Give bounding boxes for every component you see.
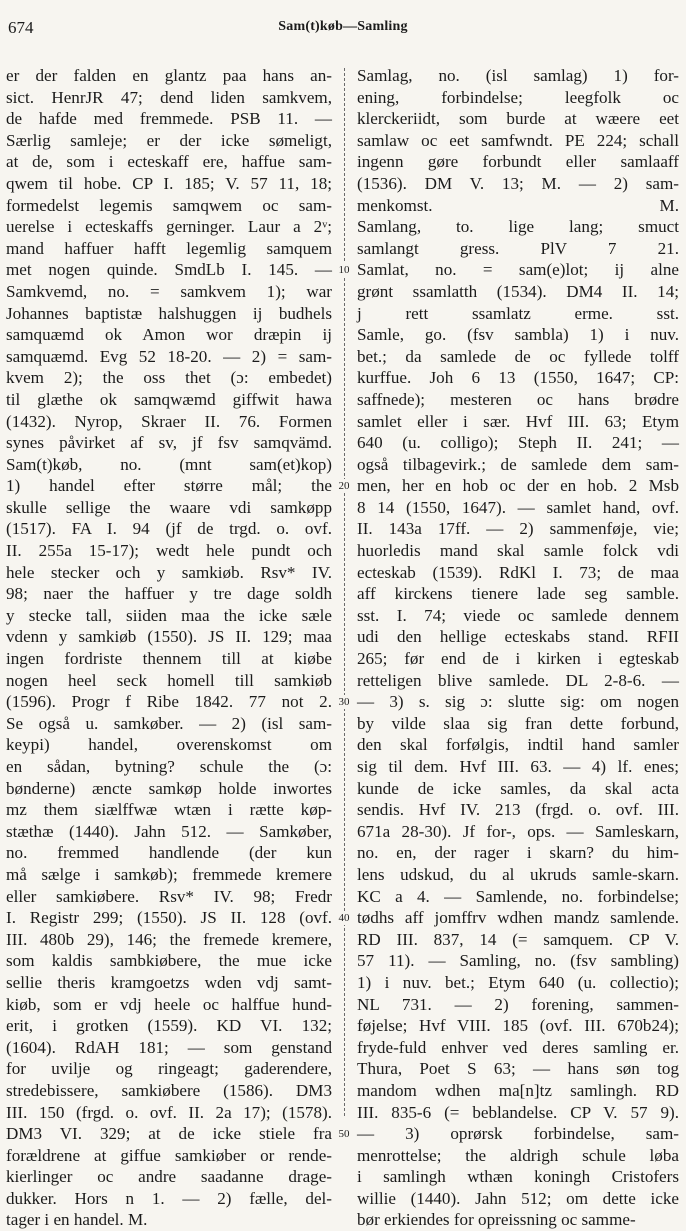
text-line: sict. HenrJR 47; dend liden samkvem, [6, 87, 332, 107]
running-head: Sam(t)køb—Samling [278, 19, 408, 34]
text-line: 8 14 (1550, 1647). — samlet hand, ovf. [357, 497, 679, 517]
text-line: bet.; da samlede de oc fyllede tolff [357, 346, 679, 366]
text-line: bør erkiendes for opreissning oc samme- [357, 1210, 636, 1230]
text-line: Thura, Poet S 63; — hans søn tog [357, 1059, 679, 1079]
text-line: (1536). DM V. 13; M. — 2) sam- [357, 173, 679, 193]
text-line: III. 480b 29), 146; the fremede kremere, [6, 929, 332, 949]
text-line: mandom wdhen ma[n]tz samlingh. RD [357, 1080, 679, 1100]
text-line: mand haffuer hafft legemlig samquem [6, 238, 332, 258]
text-line: erit, i grotken (1559). KD VI. 132; [6, 1016, 332, 1036]
text-line: no. fremmed handlende (der kun [6, 843, 332, 863]
text-line: — 3) s. sig ɔ: slutte sig: om nogen [357, 692, 679, 712]
text-line: II. 255a 15-17); wedt hele pundt och [6, 541, 332, 561]
text-line: keypi) handel, overenskomst om [6, 735, 332, 755]
text-line: forældrene at giffue samkiøber or rende- [6, 1145, 332, 1165]
text-line: også tilbagevirk.; de samlede dem sam- [357, 454, 679, 474]
text-line: samlaw oc eet samfwndt. PE 224; schall [357, 130, 679, 150]
text-line: føjelse; Hvf VIII. 185 (ovf. III. 670b24); [357, 1016, 679, 1036]
text-line: en sådan, bytning? schule the (ɔ: [6, 757, 332, 776]
text-line: kiøb, som er vdj heele oc halffue hund- [6, 994, 332, 1014]
left-column [6, 65, 332, 1230]
text-line: j rett ssamlatz erme. sst. [357, 303, 679, 323]
text-line: ingen fordriste thennem till at kiøbe [6, 649, 332, 669]
text-line: menkomst. M. [357, 195, 679, 215]
text-line: I. Registr 299; (1550). JS II. 128 (ovf. [6, 908, 332, 928]
text-line: nogen heel seck homell till samkiøb [6, 670, 332, 690]
text-line: III. 150 (frgd. o. ovf. II. 2a 17); (1578). [6, 1102, 332, 1122]
text-line: i samlingh wthæn koningh Cristofers [357, 1167, 679, 1187]
text-line: mz them siælffwæ wtæn i rætte køp- [6, 800, 332, 820]
text-line: y stecke tall, siiden maa the icke sæle [6, 605, 332, 625]
text-line: de hafde med fremmede. PSB 11. — [6, 109, 332, 129]
text-line: den skal forfølgis, indtil hand samler [357, 735, 679, 755]
text-line: som kaldis sambkiøbere, the mue icke [6, 951, 332, 971]
margin-line-number: 50 [332, 1127, 356, 1141]
text-line: DM3 VI. 329; at de icke stiele fra [6, 1124, 332, 1144]
text-line: (1604). RdAH 181; — som genstand [6, 1037, 332, 1057]
text-line: Samkvemd, no. = samkvem 1); war [6, 281, 332, 301]
text-line: fryde-fuld enhver ved deres samling er. [357, 1037, 679, 1057]
text-line: 1) i nuv. bet.; Etym 640 (u. collectio); [357, 972, 679, 992]
text-line: Johannes baptistæ halshuggen ij budhels [6, 303, 332, 323]
text-line: grønt ssamlatth (1534). DM4 II. 14; [357, 281, 679, 301]
text-line: kierlinger oc andre saadanne drage- [6, 1167, 332, 1187]
text-line: NL 731. — 2) forening, sammen- [357, 994, 679, 1014]
text-line: (1432). Nyrop, Skraer II. 76. Formen [6, 411, 332, 431]
text-line: no. en, der rager i skarn? du him- [357, 843, 679, 863]
text-line: samquæmd ok Amon wor dræpin ij [6, 325, 332, 345]
text-line: stredebissere, samkiøbere (1586). DM3 [6, 1080, 332, 1100]
text-line: sig til dem. Hvf III. 63. — 4) lf. enes; [357, 757, 679, 776]
text-line: samlangt gress. PlV 7 21. [357, 238, 679, 258]
text-line: sellie theris kramgoetzs wden vdj samt- [6, 972, 332, 992]
margin-line-number: 30 [332, 695, 356, 709]
text-line: er der falden en glantz paa hans an- [6, 66, 332, 85]
text-line: uerelse i ecteskaffs gerninger. Laur a 2ᵛ; [6, 217, 332, 237]
text-line: Samlat, no. = sam(e)lot; ij alne [357, 260, 679, 280]
text-line: dukker. Hors n 1. — 2) fælle, del- [6, 1188, 332, 1208]
text-line: Samlang, to. lige lang; smuct [357, 217, 679, 237]
text-line: klerckeriidt, som burde at wæere eet [357, 109, 679, 129]
text-line: at de, som i ecteskaff ere, haffue sam- [6, 152, 332, 172]
text-line: willie (1440). Jahn 512; om dette icke [357, 1188, 679, 1208]
text-line: II. 143a 17ff. — 2) sammenføje, vie; [357, 519, 679, 539]
text-line: saffnede); mesteren oc hans brødre [357, 389, 679, 409]
text-line: eller samkiøbere. Rsv* IV. 98; Fredr [6, 886, 332, 906]
right-column [357, 65, 679, 1230]
text-line: KC a 4. — Samlende, no. forbindelse; [357, 886, 679, 906]
page-number: 674 [8, 18, 34, 37]
text-line: til glæthe ok samqwæmd giffwit hawa [6, 389, 332, 409]
text-line: (1596). Progr f Ribe 1842. 77 not 2. [6, 692, 332, 712]
text-line: menrottelse; the aldrigh schule løba [357, 1145, 679, 1165]
text-line: 265; før end de i kirken i egteskab [357, 649, 679, 669]
text-line: formedelst legemis samqwem oc sam- [6, 195, 332, 215]
text-line: men, her en hob oc der en hob. 2 Msb [357, 476, 679, 496]
text-line: 57 11). — Samling, no. (fsv sambling) [357, 951, 679, 971]
text-line: RD III. 837, 14 (= samquem. CP V. [357, 929, 679, 949]
text-line: må sælge i samkøb); fremmede kremere [6, 864, 332, 884]
text-line: ening, forbindelse; leegfolk oc [357, 87, 679, 107]
margin-line-number: 40 [332, 911, 356, 925]
text-line: Samle, go. (fsv sambla) 1) i nuv. [357, 325, 679, 345]
text-line: ingenn gøre forbundt eller samlaaff [357, 152, 679, 172]
text-line: kurffue. Joh 6 13 (1550, 1647; CP: [357, 368, 679, 388]
text-line: 1) handel efter større mål; the [6, 476, 332, 496]
text-line: qwem til hobe. CP I. 185; V. 57 11, 18; [6, 173, 332, 193]
text-line: lens udskud, du al ukruds samle-skarn. [357, 864, 679, 884]
text-line: tødhs aff jomffrv wdhen mandz samlende. [357, 908, 679, 928]
text-line: skulle sellige the waare vdi samkøpp [6, 497, 332, 517]
text-line: Se også u. samkøber. — 2) (isl sam- [6, 713, 332, 733]
text-line: retteligen blive samlede. DL 2-8-6. — [357, 670, 679, 690]
text-line: Sam(t)køb, no. (mnt sam(et)kop) [6, 454, 332, 474]
text-line: — 3) oprørsk forbindelse, sam- [357, 1124, 679, 1144]
text-line: tager i en handel. M. [6, 1210, 148, 1230]
text-line: kunde de icke samles, da skal acta [357, 778, 679, 798]
text-line: Samlag, no. (isl samlag) 1) for- [357, 66, 679, 85]
text-line: hele stecker och y samkiøb. Rsv* IV. [6, 562, 332, 582]
text-line: sendis. Hvf IV. 213 (frgd. o. ovf. III. [357, 800, 679, 820]
text-line: huorledis mand skal samle folck vdi [357, 541, 679, 561]
text-line: 98; naer the haffuer y tre dage soldh [6, 584, 332, 604]
text-line: samlet eller i sær. Hvf III. 63; Etym [357, 411, 679, 431]
text-line: vdenn y samkiøb (1550). JS II. 129; maa [6, 627, 332, 647]
text-line: by vilde slaa sig fran dette forbund, [357, 713, 679, 733]
text-line: III. 835-6 (= beblandelse. CP V. 57 9). [357, 1102, 679, 1122]
text-line: ecteskab (1539). RdKl I. 73; de maa [357, 562, 679, 582]
text-line: samquæmd. Evg 52 18-20. — 2) = sam- [6, 346, 332, 366]
text-line: sst. I. 74; viede oc samlede dennem [357, 605, 679, 625]
text-line: for uvilje og ringeagt; gaderendere, [6, 1059, 332, 1079]
text-line: met nogen quinde. SmdLb I. 145. — [6, 260, 332, 280]
text-line: kvem 2); the oss thet (ɔ: embedet) [6, 368, 332, 388]
margin-line-number: 10 [332, 263, 356, 277]
text-line: 671a 28-30). Jf for-, ops. — Samleskarn, [357, 821, 679, 841]
text-line: stæthæ (1440). Jahn 512. — Samkøber, [6, 821, 332, 841]
text-line: 640 (u. colligo); Steph II. 241; — [357, 433, 679, 453]
text-line: (1517). FA I. 94 (jf de trgd. o. ovf. [6, 519, 332, 539]
column-divider [344, 68, 345, 1116]
page-header [0, 14, 686, 40]
text-line: udi den hellige ecteskabs stand. RFII [357, 627, 679, 647]
margin-line-number: 20 [332, 479, 356, 493]
text-line: bønderne) æncte samkøp holde inwortes [6, 778, 332, 798]
text-line: synes påvirket af sv, jf fsv samqvämd. [6, 433, 332, 453]
text-line: aff kirckens tienere lade seg samble. [357, 584, 679, 604]
text-line: Særlig samleje; er der icke sømeligt, [6, 130, 332, 150]
